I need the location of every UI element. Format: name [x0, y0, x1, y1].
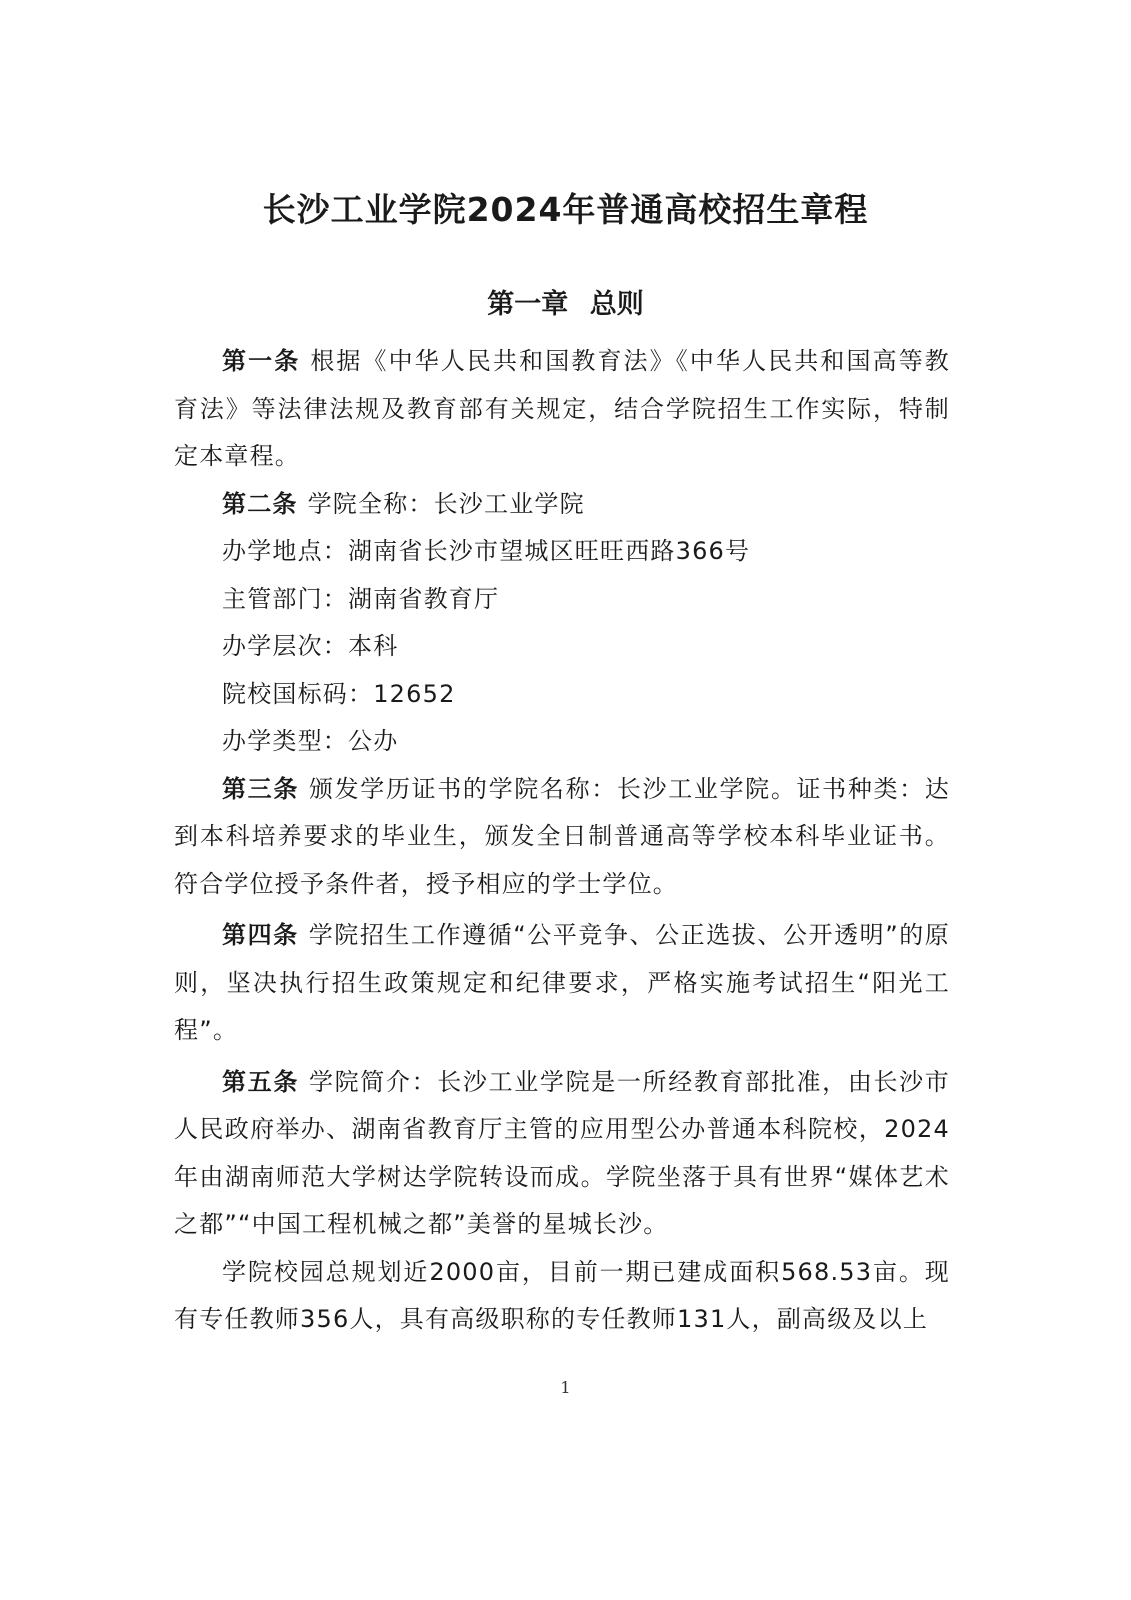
paragraph-text: 颁发学历证书的学院名称：长沙工业学院。证书种类：达到本科培养要求的毕业生，颁发全日制普通高等学校本科毕业证书。符合学位授予条件者，授予相应的学士学位。: [174, 774, 950, 898]
article-label: 第三条: [222, 774, 299, 803]
article-4-paragraph: [174, 912, 950, 1055]
paragraph-text: 学院全称：长沙工业学院: [307, 489, 585, 518]
paragraph-text: 学院校园总规划近2000亩，目前一期已建成面积568.53亩。现有专任教师356人，具有高级职称的专任教师131人，副高级及以上: [174, 1257, 950, 1333]
info-line-address: [174, 528, 950, 576]
article-1-paragraph: [174, 338, 950, 481]
paragraph-text: 主管部门：湖南省教育厅: [222, 584, 500, 613]
article-label: 第四条: [222, 921, 299, 949]
article-label: 第一条: [222, 347, 301, 375]
info-line-code: [174, 671, 950, 719]
document-title: 长沙工业学院2024年普通高校招生章程: [262, 190, 869, 229]
paragraph-text: 根据《中华人民共和国教育法》《中华人民共和国高等教育法》等法律法规及教育部有关规定，结合学院招生工作实际，特制定本章程。: [174, 347, 950, 470]
info-line-type: [174, 718, 950, 766]
info-line-authority: [174, 576, 950, 624]
chapter-title: 第一章 总则: [487, 289, 644, 320]
document-body: [174, 338, 950, 1344]
paragraph-text: 办学类型：公办: [222, 727, 399, 755]
article-2-paragraph: [174, 481, 950, 529]
article-5-paragraph: [174, 1059, 950, 1249]
paragraph-text: 院校国标码：12652: [222, 679, 456, 708]
article-3-paragraph: [174, 766, 950, 909]
paragraph-text: 学院招生工作遵循“公平竞争、公正选拔、公开透明”的原则，坚决执行招生政策规定和纪律要求，严格实施考试招生“阳光工程”。: [174, 921, 950, 1044]
paragraph-text: 办学层次：本科: [222, 632, 399, 660]
campus-paragraph: [174, 1249, 950, 1344]
info-line-level: [174, 623, 950, 671]
paragraph-text: 学院简介：长沙工业学院是一所经教育部批准，由长沙市人民政府举办、湖南省教育厅主管的应用型公办普通本科院校，2024年由湖南师范大学树达学院转设而成。学院坐落于具有世界“媒体艺术之都”“中国工程机械之都”美誉的星城长沙。: [174, 1067, 950, 1238]
article-label: 第二条: [222, 489, 298, 518]
paragraph-text: 办学地点：湖南省长沙市望城区旺旺西路366号: [222, 537, 751, 565]
article-label: 第五条: [222, 1067, 299, 1096]
page-number: 1: [560, 1378, 571, 1397]
